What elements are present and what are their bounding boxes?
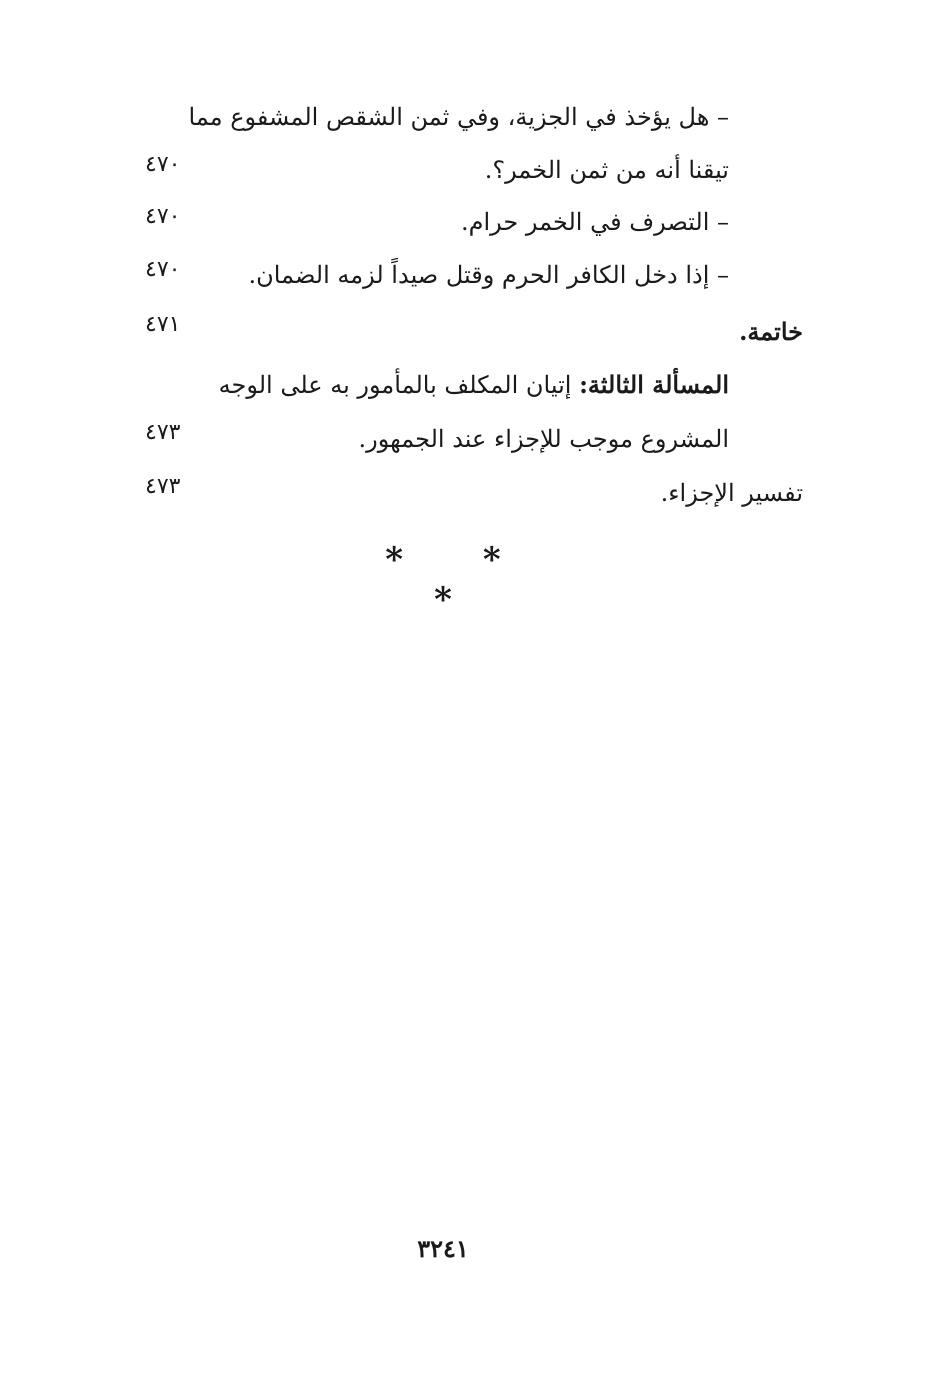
entry-page-number: ٤٧٣ [145, 474, 181, 499]
entry-page-number: ٤٧٠ [145, 204, 181, 229]
page-number: ٣٢٤١ [417, 1234, 469, 1263]
index-entry [249, 258, 729, 292]
entry-text: – إذا دخل الكافر الحرم وقتل صيداً لزمه الضمان. [248, 261, 729, 289]
index-entry [219, 368, 729, 402]
index-entry [661, 476, 803, 510]
entry-text: إتيان المكلف بالمأمور به على الوجه [218, 371, 580, 399]
entry-label: المسألة الثالثة: [579, 370, 729, 399]
index-entry [359, 422, 729, 456]
entry-page-number: ٤٧١ [145, 312, 181, 337]
entry-text: المشروع موجب للإجزاء عند الجمهور. [358, 425, 729, 453]
entry-text: تيقنا أنه من ثمن الخمر؟. [484, 156, 729, 184]
index-entry [461, 205, 729, 239]
entry-text: خاتمة. [739, 317, 803, 346]
entry-text: – هل يؤخذ في الجزية، وفي ثمن الشقص المشفوع مما [188, 103, 729, 131]
index-entry [189, 100, 729, 134]
entry-text: تفسير الإجزاء. [660, 479, 803, 507]
entry-page-number: ٤٧٠ [145, 257, 181, 282]
index-entry [485, 153, 729, 187]
entry-page-number: ٤٧٣ [145, 420, 181, 445]
index-entry-heading [739, 315, 803, 349]
entry-page-number: ٤٧٠ [145, 152, 181, 177]
section-separator: * * * [385, 540, 535, 620]
entry-text: – التصرف في الخمر حرام. [461, 208, 729, 236]
